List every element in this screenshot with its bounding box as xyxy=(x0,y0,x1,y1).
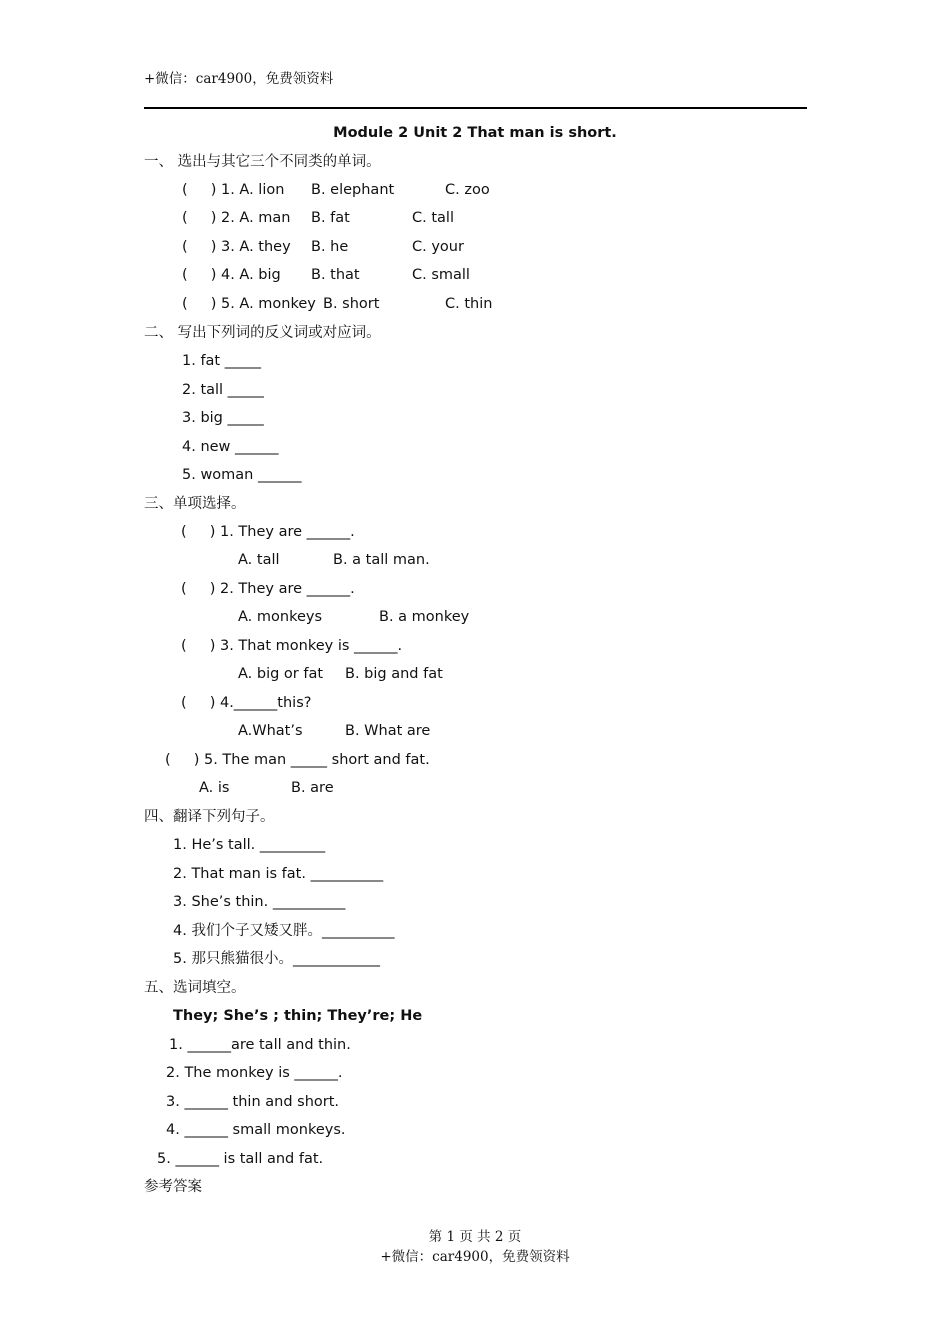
section-2-heading: 二、 写出下列词的反义词或对应词。 xyxy=(144,325,381,341)
s5-item-4: 4. ______ small monkeys. xyxy=(166,1122,346,1138)
header-rule xyxy=(144,107,807,109)
s1-q3-option-c: C. your xyxy=(412,239,464,255)
s5-item-3: 3. ______ thin and short. xyxy=(166,1094,340,1110)
s3-q3-option-a: A. big or fat xyxy=(238,666,324,682)
s3-q4-option-b: B. What are xyxy=(345,723,431,739)
s1-q3-option-b: B. he xyxy=(311,239,349,255)
s1-q2-option-c: C. tall xyxy=(412,210,454,226)
s4-item-1: 1. He’s tall. _________ xyxy=(173,837,326,853)
s1-q5-option-b: B. short xyxy=(323,296,380,312)
s1-q5-option-c: C. thin xyxy=(445,296,493,312)
s2-item-3: 3. big _____ xyxy=(182,410,264,426)
section-4-heading: 四、翻译下列句子。 xyxy=(144,809,275,825)
s5-item-5: 5. ______ is tall and fat. xyxy=(157,1151,324,1167)
s1-q1-stem: ( ) 1. A. lion xyxy=(182,182,285,198)
s3-q2-option-a: A. monkeys xyxy=(238,609,323,625)
s3-q4: ( ) 4.______this? xyxy=(181,695,312,711)
s1-q4-option-c: C. small xyxy=(412,267,470,283)
section-3-heading: 三、单项选择。 xyxy=(144,496,246,512)
s3-q2: ( ) 2. They are ______. xyxy=(181,581,355,597)
s2-item-1: 1. fat _____ xyxy=(182,353,261,369)
s2-item-4: 4. new ______ xyxy=(182,439,279,455)
s3-q5-option-a: A. is xyxy=(199,780,230,796)
s3-q1-option-b: B. a tall man. xyxy=(333,552,430,568)
section-1-heading: 一、 选出与其它三个不同类的单词。 xyxy=(144,154,381,170)
s3-q5: ( ) 5. The man _____ short and fat. xyxy=(165,752,430,768)
s3-q1-option-a: A. tall xyxy=(238,552,280,568)
s3-q4-option-a: A.What’s xyxy=(238,723,303,739)
s1-q4-stem: ( ) 4. A. big xyxy=(182,267,281,283)
s1-q4-option-b: B. that xyxy=(311,267,360,283)
page-title: Module 2 Unit 2 That man is short. xyxy=(333,125,617,141)
s1-q5-stem: ( ) 5. A. monkey xyxy=(182,296,316,312)
s2-item-2: 2. tall _____ xyxy=(182,382,264,398)
s1-q2-option-b: B. fat xyxy=(311,210,350,226)
footer-note: +微信：car4900，免费领资料 xyxy=(380,1249,570,1265)
s5-item-2: 2. The monkey is ______. xyxy=(166,1065,343,1081)
header-note: +微信：car4900，免费领资料 xyxy=(144,71,334,87)
s3-q5-option-b: B. are xyxy=(291,780,334,796)
s1-q3-stem: ( ) 3. A. they xyxy=(182,239,291,255)
answer-heading: 参考答案 xyxy=(144,1179,202,1195)
s3-q1: ( ) 1. They are ______. xyxy=(181,524,355,540)
s5-item-1: 1. ______are tall and thin. xyxy=(169,1037,351,1053)
s3-q2-option-b: B. a monkey xyxy=(379,609,470,625)
s3-q3-option-b: B. big and fat xyxy=(345,666,443,682)
footer-page-number: 第 1 页 共 2 页 xyxy=(428,1229,522,1245)
s1-q2-stem: ( ) 2. A. man xyxy=(182,210,291,226)
s1-q1-option-c: C. zoo xyxy=(445,182,490,198)
section-5-heading: 五、选词填空。 xyxy=(144,980,246,996)
s4-item-4: 4. 我们个子又矮又胖。__________ xyxy=(173,923,395,939)
s3-q3: ( ) 3. That monkey is ______. xyxy=(181,638,403,654)
s2-item-5: 5. woman ______ xyxy=(182,467,302,483)
s4-item-3: 3. She’s thin. __________ xyxy=(173,894,346,910)
s4-item-2: 2. That man is fat. __________ xyxy=(173,866,384,882)
s1-q1-option-b: B. elephant xyxy=(311,182,395,198)
s5-word-bank: They; She’s ; thin; They’re; He xyxy=(173,1008,423,1024)
s4-item-5: 5. 那只熊猫很小。____________ xyxy=(173,951,380,967)
